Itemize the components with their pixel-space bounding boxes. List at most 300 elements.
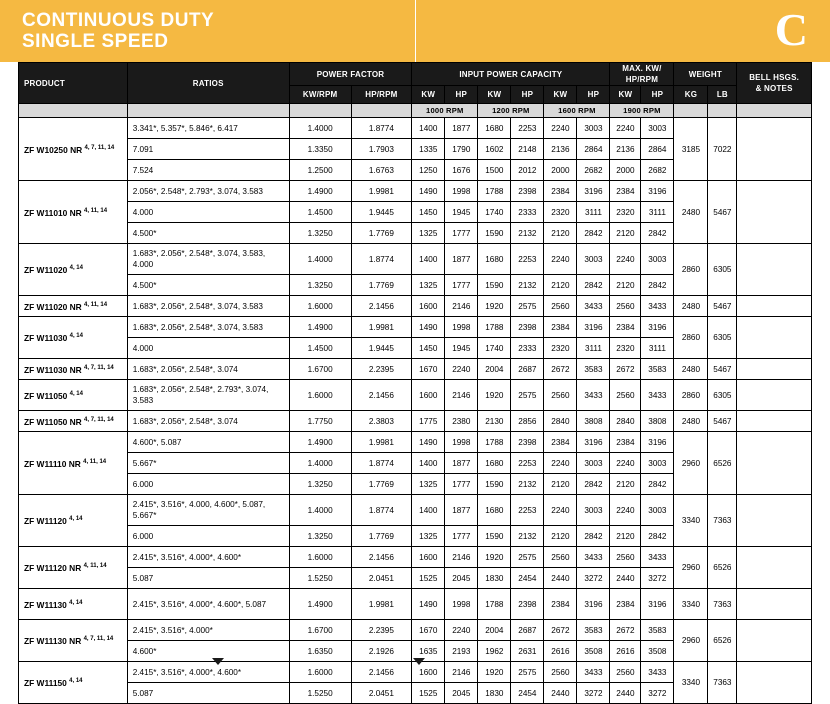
cell-weight-kg: 2480 xyxy=(674,359,708,380)
cell-ratio: 3.341*, 5.357*, 5.846*, 6.417 xyxy=(127,118,289,139)
cell-kw-1200: 1680 xyxy=(478,118,511,139)
cell-ratio: 4.500* xyxy=(127,223,289,244)
cell-hp-1200: 2631 xyxy=(511,641,544,662)
cell-kw-per-rpm: 1.4500 xyxy=(289,202,351,223)
cell-max-hp: 2864 xyxy=(641,139,674,160)
cell-weight-lb: 7363 xyxy=(708,662,737,704)
cell-max-kw: 2560 xyxy=(610,380,641,411)
cell-hp-per-rpm: 1.8774 xyxy=(351,453,412,474)
cell-max-hp: 3111 xyxy=(641,338,674,359)
cell-product: ZF W11050 NR $^{4, 7, 11, 14}$ xyxy=(19,411,128,432)
cell-hp-1200: 2398 xyxy=(511,181,544,202)
cell-weight-kg: 2860 xyxy=(674,244,708,296)
cell-max-hp: 3508 xyxy=(641,641,674,662)
col-hp-1600: HP xyxy=(577,86,610,104)
cell-max-kw: 2440 xyxy=(610,683,641,704)
cell-ratio: 4.000 xyxy=(127,202,289,223)
cell-max-hp: 2842 xyxy=(641,223,674,244)
cell-kw-1000: 1490 xyxy=(412,432,445,453)
cell-hp-1200: 2856 xyxy=(511,411,544,432)
cell-kw-per-rpm: 1.4000 xyxy=(289,453,351,474)
cell-kw-1600: 2240 xyxy=(544,495,577,526)
cell-hp-1200: 2148 xyxy=(511,139,544,160)
cell-ratio: 1.683*, 2.056*, 2.548*, 3.074, 3.583 xyxy=(127,317,289,338)
cell-hp-per-rpm: 2.2395 xyxy=(351,359,412,380)
cell-kw-1000: 1400 xyxy=(412,453,445,474)
cell-hp-1600: 3433 xyxy=(577,296,610,317)
cell-max-kw: 2120 xyxy=(610,474,641,495)
table-row xyxy=(19,296,812,317)
cell-kw-1000: 1600 xyxy=(412,380,445,411)
col-max-kw: KW xyxy=(610,86,641,104)
cell-weight-lb: 6526 xyxy=(708,547,737,589)
table-row xyxy=(19,495,812,526)
cell-kw-1000: 1325 xyxy=(412,474,445,495)
cell-product: ZF W11150 $^{4, 14}$ xyxy=(19,662,128,704)
cell-hp-1600: 3196 xyxy=(577,317,610,338)
cell-hp-1000: 1777 xyxy=(445,223,478,244)
cell-kw-1600: 2672 xyxy=(544,359,577,380)
cell-ratio: 1.683*, 2.056*, 2.548*, 3.074 xyxy=(127,411,289,432)
cell-hp-1000: 2146 xyxy=(445,380,478,411)
cell-kw-1200: 1788 xyxy=(478,317,511,338)
cell-hp-per-rpm: 1.9981 xyxy=(351,317,412,338)
cell-kw-1200: 1680 xyxy=(478,244,511,275)
page-header xyxy=(0,0,830,62)
spec-table-container xyxy=(0,62,830,704)
cell-product: ZF W11120 $^{4, 14}$ xyxy=(19,495,128,547)
cell-hp-per-rpm: 2.1456 xyxy=(351,662,412,683)
cell-bell-hsgs-notes xyxy=(737,432,812,495)
cell-hp-1600: 3583 xyxy=(577,620,610,641)
cell-max-hp: 2842 xyxy=(641,474,674,495)
cell-weight-lb: 6305 xyxy=(708,317,737,359)
cell-hp-1000: 1790 xyxy=(445,139,478,160)
cell-max-kw: 2320 xyxy=(610,202,641,223)
cell-kw-1600: 2384 xyxy=(544,181,577,202)
cell-hp-1200: 2575 xyxy=(511,380,544,411)
cell-kw-per-rpm: 1.3250 xyxy=(289,526,351,547)
cell-ratio: 2.415*, 3.516*, 4.000, 4.600*, 5.087, 5.667* xyxy=(127,495,289,526)
cell-product: ZF W10250 NR $^{4, 7, 11, 14}$ xyxy=(19,118,128,181)
cell-product: ZF W11130 $^{4, 14}$ xyxy=(19,589,128,620)
cell-max-hp: 3433 xyxy=(641,547,674,568)
cell-kw-1200: 1920 xyxy=(478,547,511,568)
cell-max-hp: 3433 xyxy=(641,380,674,411)
cell-kw-1000: 1490 xyxy=(412,589,445,620)
cell-bell-hsgs-notes xyxy=(737,547,812,589)
cell-kw-1000: 1400 xyxy=(412,495,445,526)
col-bell-hsgs-l2: & NOTES xyxy=(755,84,793,93)
cell-hp-1000: 1998 xyxy=(445,317,478,338)
cell-hp-1600: 2842 xyxy=(577,275,610,296)
cell-max-kw: 2384 xyxy=(610,317,641,338)
cell-hp-1000: 1877 xyxy=(445,118,478,139)
cell-kw-per-rpm: 1.6000 xyxy=(289,380,351,411)
cell-hp-1000: 2146 xyxy=(445,296,478,317)
cell-hp-1000: 2045 xyxy=(445,683,478,704)
cell-hp-1600: 3433 xyxy=(577,380,610,411)
cell-bell-hsgs-notes xyxy=(737,380,812,411)
cell-kw-1600: 2240 xyxy=(544,118,577,139)
col-hp-per-rpm: HP/RPM xyxy=(351,86,412,104)
cell-hp-1600: 3508 xyxy=(577,641,610,662)
cell-weight-kg: 2960 xyxy=(674,432,708,495)
cell-max-kw: 2440 xyxy=(610,568,641,589)
cell-hp-per-rpm: 1.9445 xyxy=(351,338,412,359)
cell-kw-1200: 1830 xyxy=(478,683,511,704)
cell-hp-per-rpm: 1.7769 xyxy=(351,526,412,547)
cell-kw-1200: 1830 xyxy=(478,568,511,589)
cell-product: ZF W11010 NR $^{4, 11, 14}$ xyxy=(19,181,128,244)
cell-max-hp: 3196 xyxy=(641,181,674,202)
cell-kw-per-rpm: 1.4900 xyxy=(289,181,351,202)
cell-kw-1000: 1250 xyxy=(412,160,445,181)
cell-max-hp: 3272 xyxy=(641,683,674,704)
col-kw-1200: KW xyxy=(478,86,511,104)
cell-hp-1000: 1676 xyxy=(445,160,478,181)
cell-max-hp: 3196 xyxy=(641,589,674,620)
cell-hp-1200: 2333 xyxy=(511,202,544,223)
col-weight-kg: KG xyxy=(674,86,708,104)
cell-hp-1000: 2193 xyxy=(445,641,478,662)
page-title xyxy=(0,10,214,52)
cell-hp-1600: 3196 xyxy=(577,181,610,202)
table-row xyxy=(19,181,812,202)
table-row xyxy=(19,380,812,411)
cell-ratio: 2.056*, 2.548*, 2.793*, 3.074, 3.583 xyxy=(127,181,289,202)
cell-kw-1000: 1325 xyxy=(412,526,445,547)
cell-hp-1200: 2687 xyxy=(511,359,544,380)
cell-bell-hsgs-notes xyxy=(737,317,812,359)
col-max-hp: HP xyxy=(641,86,674,104)
cell-max-kw: 2120 xyxy=(610,223,641,244)
cell-max-kw: 2560 xyxy=(610,296,641,317)
cell-max-hp: 2682 xyxy=(641,160,674,181)
cell-kw-per-rpm: 1.6000 xyxy=(289,296,351,317)
cell-ratio: 4.500* xyxy=(127,275,289,296)
cell-bell-hsgs-notes xyxy=(737,589,812,620)
cell-hp-per-rpm: 1.9445 xyxy=(351,202,412,223)
cell-kw-per-rpm: 1.6700 xyxy=(289,359,351,380)
cell-weight-lb: 5467 xyxy=(708,181,737,244)
cell-max-kw: 2672 xyxy=(610,620,641,641)
cell-hp-per-rpm: 2.3803 xyxy=(351,411,412,432)
cell-kw-1000: 1335 xyxy=(412,139,445,160)
cell-hp-1200: 2398 xyxy=(511,317,544,338)
col-hp-1200: HP xyxy=(511,86,544,104)
cell-kw-1600: 2384 xyxy=(544,432,577,453)
cell-kw-1600: 2320 xyxy=(544,338,577,359)
table-row xyxy=(19,411,812,432)
cell-max-hp: 3003 xyxy=(641,453,674,474)
cell-kw-1000: 1400 xyxy=(412,118,445,139)
cell-kw-1600: 2560 xyxy=(544,547,577,568)
cell-kw-per-rpm: 1.3250 xyxy=(289,275,351,296)
rpm-group-1900: 1900 RPM xyxy=(610,104,674,118)
cell-hp-per-rpm: 2.1456 xyxy=(351,296,412,317)
cell-hp-per-rpm: 1.9981 xyxy=(351,432,412,453)
cell-weight-kg: 2480 xyxy=(674,411,708,432)
cell-hp-1200: 2454 xyxy=(511,683,544,704)
cell-kw-1600: 2136 xyxy=(544,139,577,160)
cell-max-hp: 3808 xyxy=(641,411,674,432)
cell-kw-per-rpm: 1.7750 xyxy=(289,411,351,432)
cell-hp-1000: 2240 xyxy=(445,620,478,641)
cell-weight-lb: 6305 xyxy=(708,244,737,296)
cell-max-kw: 2560 xyxy=(610,662,641,683)
cell-weight-kg: 2480 xyxy=(674,296,708,317)
cell-hp-1000: 1777 xyxy=(445,275,478,296)
cell-hp-per-rpm: 1.8774 xyxy=(351,118,412,139)
cell-kw-1000: 1635 xyxy=(412,641,445,662)
cell-kw-1000: 1525 xyxy=(412,568,445,589)
cell-kw-1000: 1450 xyxy=(412,202,445,223)
cell-kw-1600: 2120 xyxy=(544,526,577,547)
cell-kw-1600: 2616 xyxy=(544,641,577,662)
cell-max-kw: 2120 xyxy=(610,275,641,296)
cell-ratio: 1.683*, 2.056*, 2.548*, 3.074, 3.583, 4.000 xyxy=(127,244,289,275)
cell-kw-1200: 1740 xyxy=(478,338,511,359)
cell-weight-kg: 2860 xyxy=(674,380,708,411)
cell-kw-per-rpm: 1.6000 xyxy=(289,662,351,683)
cell-max-kw: 2000 xyxy=(610,160,641,181)
cell-kw-per-rpm: 1.6700 xyxy=(289,620,351,641)
col-kw-per-rpm: KW/RPM xyxy=(289,86,351,104)
cell-kw-1600: 2000 xyxy=(544,160,577,181)
table-row xyxy=(19,359,812,380)
cell-product: ZF W11130 NR $^{4, 7, 11, 14}$ xyxy=(19,620,128,662)
header-row-rpm xyxy=(19,104,812,118)
cell-hp-per-rpm: 2.0451 xyxy=(351,683,412,704)
cell-kw-1200: 1590 xyxy=(478,526,511,547)
col-max-kw-hp-rpm xyxy=(610,63,674,86)
cell-ratio: 4.600*, 5.087 xyxy=(127,432,289,453)
cell-max-kw: 2136 xyxy=(610,139,641,160)
cell-hp-per-rpm: 1.8774 xyxy=(351,495,412,526)
scroll-arrow-right-icon xyxy=(413,658,425,665)
cell-max-hp: 3196 xyxy=(641,432,674,453)
cell-max-hp: 3583 xyxy=(641,359,674,380)
cell-ratio: 7.524 xyxy=(127,160,289,181)
cell-ratio: 6.000 xyxy=(127,474,289,495)
cell-max-hp: 3272 xyxy=(641,568,674,589)
cell-hp-1000: 2146 xyxy=(445,547,478,568)
cell-kw-1000: 1490 xyxy=(412,317,445,338)
cell-hp-per-rpm: 1.9981 xyxy=(351,589,412,620)
cell-hp-1600: 3111 xyxy=(577,202,610,223)
cell-weight-kg: 2860 xyxy=(674,317,708,359)
cell-kw-1000: 1450 xyxy=(412,338,445,359)
cell-max-hp: 3196 xyxy=(641,317,674,338)
cell-weight-kg: 2960 xyxy=(674,547,708,589)
cell-hp-1600: 3003 xyxy=(577,118,610,139)
cell-weight-kg: 2480 xyxy=(674,181,708,244)
cell-hp-per-rpm: 1.7769 xyxy=(351,474,412,495)
cell-kw-1200: 1740 xyxy=(478,202,511,223)
cell-weight-lb: 6526 xyxy=(708,620,737,662)
cell-kw-1200: 1788 xyxy=(478,589,511,620)
cell-kw-1000: 1400 xyxy=(412,244,445,275)
col-input-power-capacity: INPUT POWER CAPACITY xyxy=(412,63,610,86)
rpm-group-1200: 1200 RPM xyxy=(478,104,544,118)
cell-product: ZF W11110 NR $^{4, 11, 14}$ xyxy=(19,432,128,495)
cell-max-kw: 2384 xyxy=(610,181,641,202)
cell-kw-1600: 2440 xyxy=(544,683,577,704)
cell-kw-1600: 2440 xyxy=(544,568,577,589)
cell-weight-lb: 7363 xyxy=(708,495,737,547)
cell-hp-1600: 3433 xyxy=(577,547,610,568)
table-row xyxy=(19,589,812,620)
cell-max-hp: 3003 xyxy=(641,495,674,526)
spec-table xyxy=(18,62,812,704)
cell-ratio: 6.000 xyxy=(127,526,289,547)
cell-hp-per-rpm: 1.9981 xyxy=(351,181,412,202)
table-row xyxy=(19,244,812,275)
cell-kw-per-rpm: 1.4500 xyxy=(289,338,351,359)
cell-hp-1200: 2398 xyxy=(511,589,544,620)
cell-hp-1200: 2575 xyxy=(511,547,544,568)
cell-kw-1000: 1490 xyxy=(412,181,445,202)
cell-kw-1600: 2120 xyxy=(544,223,577,244)
cell-kw-1200: 1920 xyxy=(478,662,511,683)
cell-hp-per-rpm: 2.0451 xyxy=(351,568,412,589)
cell-kw-1600: 2120 xyxy=(544,474,577,495)
cell-kw-1200: 2130 xyxy=(478,411,511,432)
cell-hp-1000: 1945 xyxy=(445,338,478,359)
table-row xyxy=(19,118,812,139)
cell-bell-hsgs-notes xyxy=(737,244,812,296)
cell-hp-per-rpm: 2.1456 xyxy=(351,547,412,568)
cell-bell-hsgs-notes xyxy=(737,181,812,244)
cell-hp-1000: 1877 xyxy=(445,495,478,526)
cell-kw-1200: 2004 xyxy=(478,620,511,641)
cell-weight-lb: 5467 xyxy=(708,411,737,432)
cell-hp-per-rpm: 1.6763 xyxy=(351,160,412,181)
cell-kw-per-rpm: 1.3350 xyxy=(289,139,351,160)
cell-hp-1600: 2682 xyxy=(577,160,610,181)
cell-weight-lb: 6305 xyxy=(708,380,737,411)
header-divider xyxy=(415,0,416,62)
col-kw-1000: KW xyxy=(412,86,445,104)
cell-kw-per-rpm: 1.3250 xyxy=(289,474,351,495)
cell-hp-1200: 2253 xyxy=(511,244,544,275)
page-title-line1: CONTINUOUS DUTY xyxy=(22,10,215,31)
cell-weight-lb: 5467 xyxy=(708,359,737,380)
cell-kw-1000: 1670 xyxy=(412,620,445,641)
table-head xyxy=(19,63,812,118)
cell-hp-1200: 2132 xyxy=(511,474,544,495)
col-bell-hsgs-l1: BELL HSGS. xyxy=(749,73,800,82)
cell-hp-1000: 1777 xyxy=(445,526,478,547)
cell-kw-1200: 1680 xyxy=(478,453,511,474)
cell-kw-1200: 2004 xyxy=(478,359,511,380)
cell-kw-per-rpm: 1.4900 xyxy=(289,589,351,620)
cell-kw-1200: 1920 xyxy=(478,296,511,317)
cell-kw-per-rpm: 1.4000 xyxy=(289,495,351,526)
cell-weight-lb: 7363 xyxy=(708,589,737,620)
cell-kw-1200: 1962 xyxy=(478,641,511,662)
cell-hp-1200: 2253 xyxy=(511,453,544,474)
cell-max-kw: 2120 xyxy=(610,526,641,547)
table-row xyxy=(19,547,812,568)
cell-max-hp: 3433 xyxy=(641,662,674,683)
cell-kw-1000: 1600 xyxy=(412,547,445,568)
cell-hp-per-rpm: 1.8774 xyxy=(351,244,412,275)
cell-weight-kg: 3340 xyxy=(674,589,708,620)
cell-ratio: 2.415*, 3.516*, 4.000* xyxy=(127,620,289,641)
cell-max-hp: 3111 xyxy=(641,202,674,223)
cell-max-kw: 2240 xyxy=(610,495,641,526)
cell-kw-1600: 2560 xyxy=(544,662,577,683)
col-weight-lb: LB xyxy=(708,86,737,104)
cell-hp-per-rpm: 1.7903 xyxy=(351,139,412,160)
cell-kw-1000: 1325 xyxy=(412,275,445,296)
cell-max-kw: 2240 xyxy=(610,453,641,474)
cell-kw-1000: 1600 xyxy=(412,662,445,683)
cell-bell-hsgs-notes xyxy=(737,296,812,317)
cell-hp-1200: 2333 xyxy=(511,338,544,359)
cell-kw-1600: 2672 xyxy=(544,620,577,641)
cell-kw-1000: 1525 xyxy=(412,683,445,704)
cell-kw-1600: 2384 xyxy=(544,317,577,338)
cell-max-kw: 2384 xyxy=(610,589,641,620)
cell-kw-1000: 1670 xyxy=(412,359,445,380)
cell-max-hp: 3433 xyxy=(641,296,674,317)
rpm-group-1000: 1000 RPM xyxy=(412,104,478,118)
cell-hp-1000: 2045 xyxy=(445,568,478,589)
cell-hp-1200: 2398 xyxy=(511,432,544,453)
cell-max-hp: 3583 xyxy=(641,620,674,641)
cell-kw-1600: 2384 xyxy=(544,589,577,620)
cell-bell-hsgs-notes xyxy=(737,359,812,380)
header-row-main xyxy=(19,63,812,86)
cell-max-kw: 2320 xyxy=(610,338,641,359)
cell-kw-per-rpm: 1.4900 xyxy=(289,432,351,453)
cell-ratio: 4.600* xyxy=(127,641,289,662)
cell-hp-1600: 3111 xyxy=(577,338,610,359)
rpm-group-1600: 1600 RPM xyxy=(544,104,610,118)
cell-bell-hsgs-notes xyxy=(737,620,812,662)
cell-product: ZF W11030 NR $^{4, 7, 11, 14}$ xyxy=(19,359,128,380)
table-body xyxy=(19,118,812,704)
cell-kw-1000: 1600 xyxy=(412,296,445,317)
cell-hp-1000: 1777 xyxy=(445,474,478,495)
cell-kw-1200: 1602 xyxy=(478,139,511,160)
cell-kw-1600: 2120 xyxy=(544,275,577,296)
cell-kw-1600: 2320 xyxy=(544,202,577,223)
col-kw-1600: KW xyxy=(544,86,577,104)
col-bell-hsgs-notes xyxy=(737,63,812,104)
cell-kw-per-rpm: 1.3250 xyxy=(289,223,351,244)
cell-hp-per-rpm: 2.2395 xyxy=(351,620,412,641)
cell-product: ZF W11020 $^{4, 14}$ xyxy=(19,244,128,296)
cell-hp-1200: 2575 xyxy=(511,662,544,683)
cell-kw-1200: 1590 xyxy=(478,223,511,244)
cell-ratio: 5.087 xyxy=(127,683,289,704)
cell-ratio: 1.683*, 2.056*, 2.548*, 2.793*, 3.074, 3.583 xyxy=(127,380,289,411)
cell-bell-hsgs-notes xyxy=(737,118,812,181)
cell-kw-1200: 1788 xyxy=(478,181,511,202)
cell-weight-kg: 2960 xyxy=(674,620,708,662)
cell-hp-1600: 3583 xyxy=(577,359,610,380)
cell-max-kw: 2616 xyxy=(610,641,641,662)
cell-kw-1600: 2240 xyxy=(544,453,577,474)
cell-kw-per-rpm: 1.4000 xyxy=(289,118,351,139)
cell-ratio: 5.667* xyxy=(127,453,289,474)
cell-kw-1600: 2240 xyxy=(544,244,577,275)
cell-product: ZF W11020 NR $^{4, 11, 14}$ xyxy=(19,296,128,317)
